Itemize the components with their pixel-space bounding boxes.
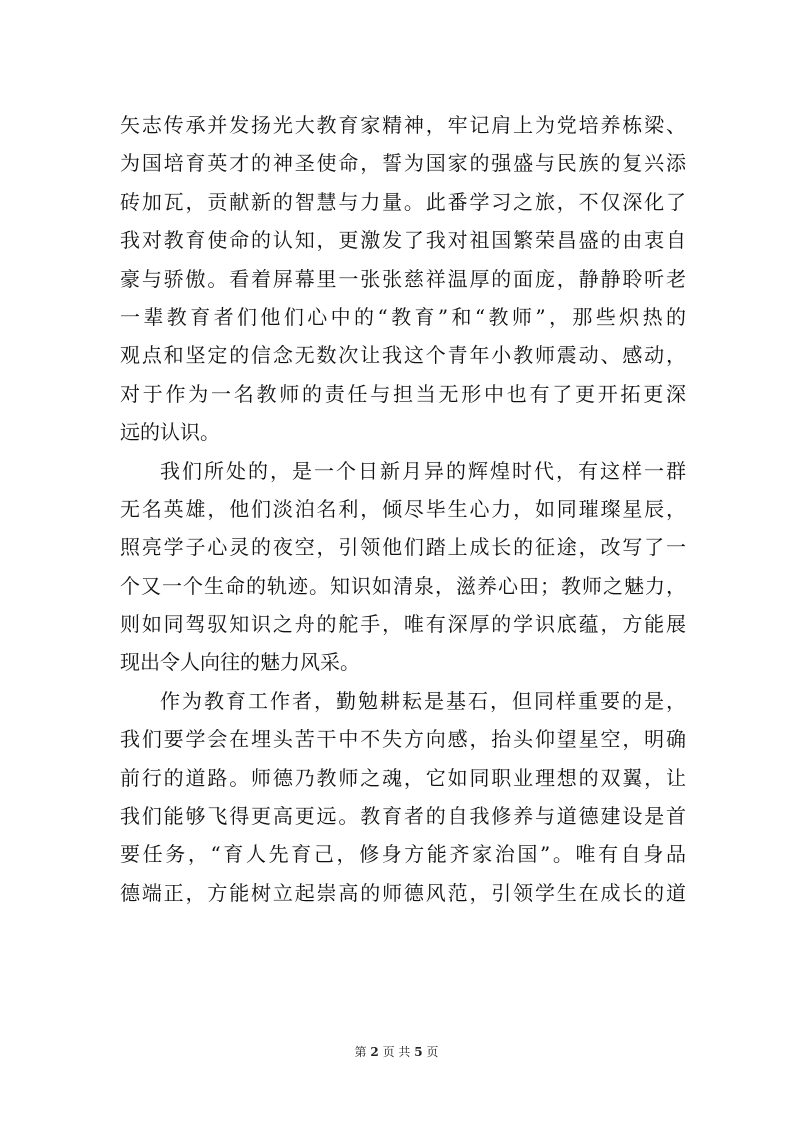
text-line: 个又一个生命的轨迹。知识如清泉，滋养心田；教师之魅力，: [120, 573, 686, 598]
text-line: 矢志传承并发扬光大教育家精神，牢记肩上为党培养栋梁、: [120, 113, 686, 137]
text-line: 为国培育英才的神圣使命，誓为国家的强盛与民族的复兴添: [120, 151, 686, 176]
text-line: 现出令人向往的魅力风采。: [120, 650, 360, 675]
footer-middle: 页 共: [382, 1045, 411, 1059]
text-line: 无名英雄，他们淡泊名利，倾尽毕生心力，如同璀璨星辰，: [120, 496, 686, 521]
text-line: 观点和坚定的信念无数次让我这个青年小教师震动、感动，: [120, 343, 686, 368]
text-line: 一辈教育者们他们心中的“教育”和“教师”，那些炽热的: [120, 304, 686, 329]
text-line: 前行的道路。师德乃教师之魂，它如同职业理想的双翼，让: [120, 765, 686, 790]
page-footer: [0, 1044, 793, 1060]
footer-total-pages: 5: [414, 1045, 423, 1059]
text-line: 则如同驾驭知识之舟的舵手，唯有深厚的学识底蕴，方能展: [120, 612, 686, 637]
text-line: 远的认识。: [120, 420, 220, 445]
text-line: 我们能够飞得更高更远。教育者的自我修养与道德建设是首: [120, 804, 686, 829]
text-line: 我们所处的，是一个日新月异的辉煌时代，有这样一群: [160, 458, 686, 483]
paragraph-1: [120, 106, 686, 452]
footer-page-number: 2: [370, 1045, 379, 1059]
text-line: 我对教育使命的认知，更激发了我对祖国繁荣昌盛的由衷自: [120, 228, 686, 253]
footer-prefix: 第: [354, 1045, 367, 1059]
text-line: 要任务，“育人先育己，修身方能齐家治国”。唯有自身品: [120, 842, 686, 867]
text-line: 我们要学会在埋头苦干中不失方向感，抬头仰望星空，明确: [120, 727, 686, 752]
text-line: 豪与骄傲。看着屏幕里一张张慈祥温厚的面庞，静静聆听老: [120, 266, 686, 291]
text-line: 对于作为一名教师的责任与担当无形中也有了更开拓更深: [120, 381, 686, 406]
document-body: [120, 106, 686, 912]
text-line: 砖加瓦，贡献新的智慧与力量。此番学习之旅，不仅深化了: [120, 189, 686, 214]
paragraph-2: [120, 452, 686, 682]
paragraph-3: [120, 682, 686, 912]
text-line: 照亮学子心灵的夜空，引领他们踏上成长的征途，改写了一: [120, 535, 686, 560]
text-line: 作为教育工作者，勤勉耕耘是基石，但同样重要的是，: [160, 688, 686, 713]
text-line: 德端正，方能树立起崇高的师德风范，引领学生在成长的道: [120, 880, 686, 905]
footer-suffix: 页: [426, 1045, 439, 1059]
